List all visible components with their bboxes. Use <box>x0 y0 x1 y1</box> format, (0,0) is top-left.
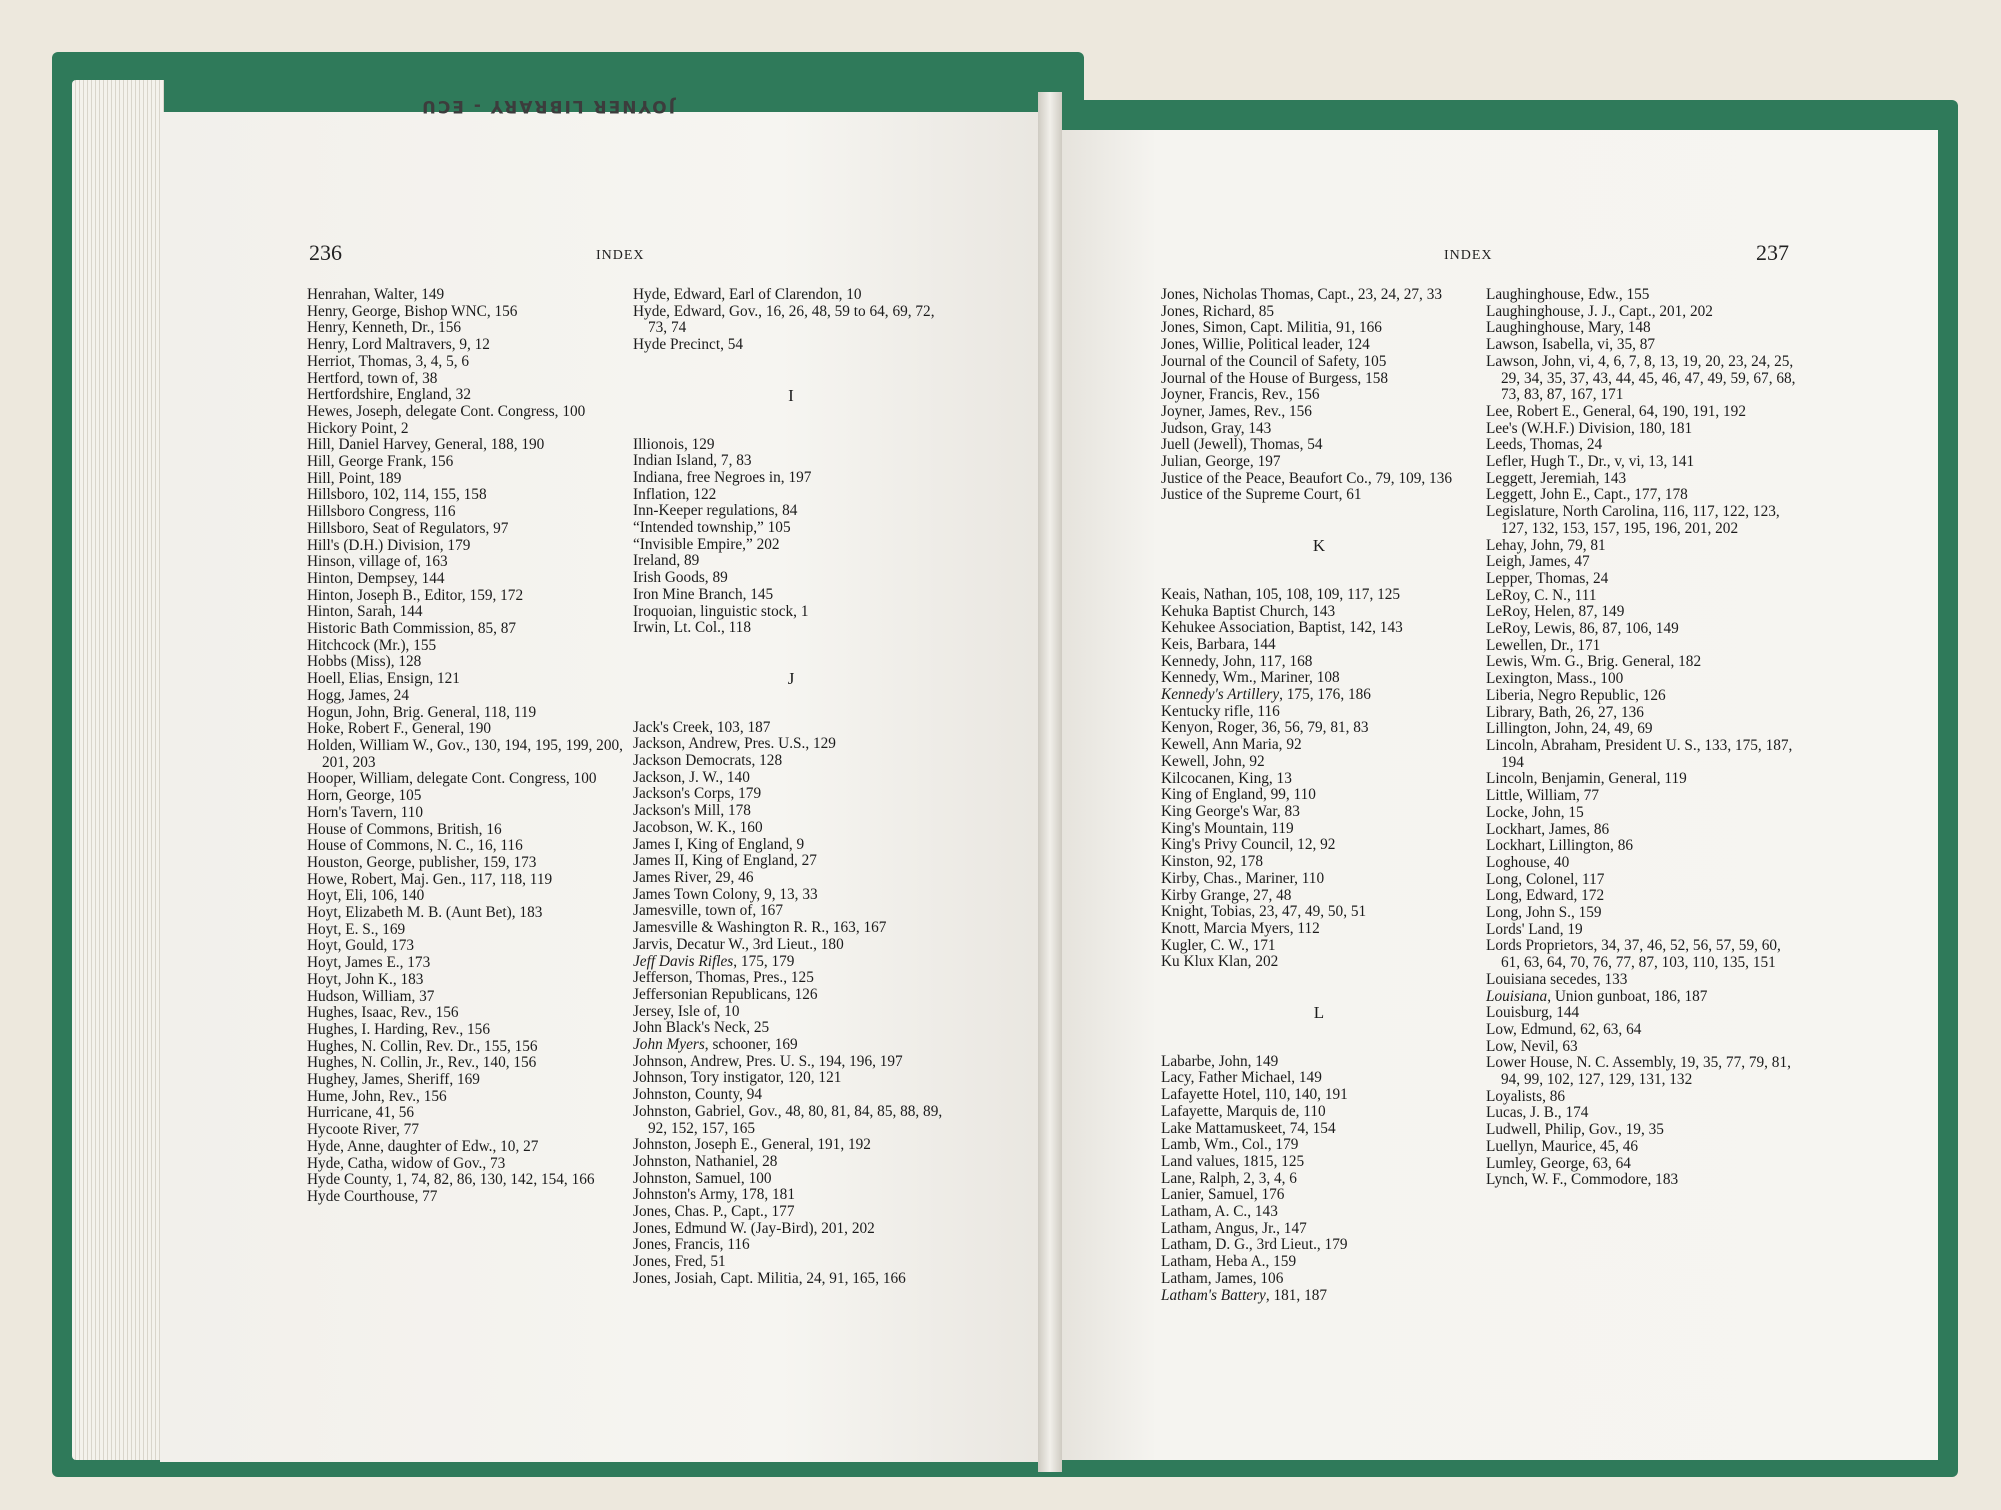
index-column-236-a <box>307 287 623 1206</box>
index-entry: Hughes, N. Collin, Jr., Rev., 140, 156 <box>307 1054 537 1072</box>
index-entry: Lefler, Hugh T., Dr., v, vi, 13, 141 <box>1486 453 1695 471</box>
index-entry: Jones, Simon, Capt. Militia, 91, 166 <box>1161 319 1382 337</box>
section-letter: K <box>1312 536 1326 556</box>
index-entry: Hill's (D.H.) Division, 179 <box>307 536 471 554</box>
index-entry: Leigh, James, 47 <box>1486 553 1590 571</box>
index-entry: Kugler, C. W., 171 <box>1161 936 1276 954</box>
index-entry: Jones, Edmund W. (Jay-Bird), 201, 202 <box>633 1219 875 1237</box>
index-entry: Jamesville, town of, 167 <box>633 902 783 920</box>
index-entry: Jackson, J. W., 140 <box>633 768 750 786</box>
index-entry: Hoyt, John K., 183 <box>307 970 424 988</box>
index-entry: Hill, Daniel Harvey, General, 188, 190 <box>307 436 545 454</box>
index-entry: Johnston, Samuel, 100 <box>633 1169 772 1187</box>
index-entry: Knott, Marcia Myers, 112 <box>1161 919 1320 937</box>
index-entry: Kilcocanen, King, 13 <box>1161 769 1292 787</box>
index-entry: Land values, 1815, 125 <box>1161 1152 1305 1170</box>
index-entry: Holden, William W., Gov., 130, 194, 195, 199, 200, 201, 203 <box>307 736 623 771</box>
index-entry: Lafayette, Marquis de, 110 <box>1161 1102 1326 1120</box>
page-edges <box>72 80 164 1460</box>
index-entry: Lynch, W. F., Commodore, 183 <box>1486 1171 1679 1189</box>
index-entry: Hogun, John, Brig. General, 118, 119 <box>307 703 537 721</box>
index-entry: Horn's Tavern, 110 <box>307 803 423 821</box>
index-entry: Jackson's Corps, 179 <box>633 785 762 803</box>
index-entry: Low, Nevil, 63 <box>1486 1037 1578 1055</box>
index-entry: Jackson's Mill, 178 <box>633 802 751 820</box>
page-number-left: 236 <box>309 240 342 265</box>
index-entry: Hoyt, James E., 173 <box>307 954 431 972</box>
index-entry: Hyde County, 1, 74, 82, 86, 130, 142, 154, 166 <box>307 1171 595 1189</box>
index-entry: Kewell, John, 92 <box>1161 752 1265 770</box>
index-entry: Hyde, Edward, Earl of Clarendon, 10 <box>633 286 862 303</box>
index-entry: Hyde, Edward, Gov., 16, 26, 48, 59 to 64, 69, 72, 73, 74 <box>633 302 935 337</box>
entry-italic-title: John Myers <box>633 1036 705 1054</box>
index-entry: Hinson, village of, 163 <box>307 553 448 571</box>
index-entry: Lillington, John, 24, 49, 69 <box>1486 720 1653 738</box>
index-entry: Jones, Willie, Political leader, 124 <box>1161 336 1370 354</box>
index-entry: Legislature, North Carolina, 116, 117, 122, 123, 127, 132, 153, 157, 195, 196, 201, 202 <box>1486 503 1780 537</box>
index-column-237-b <box>1486 287 1802 1189</box>
book-gutter <box>1038 92 1062 1472</box>
index-entry: House of Commons, N. C., 16, 116 <box>307 837 523 855</box>
index-entry: Lockhart, James, 86 <box>1486 820 1610 838</box>
index-entry: Jamesville & Washington R. R., 163, 167 <box>633 919 887 937</box>
index-entry: Library, Bath, 26, 27, 136 <box>1486 703 1644 721</box>
index-entry: Latham's Battery, 181, 187 <box>1161 1286 1328 1304</box>
index-entry: Hoke, Robert F., General, 190 <box>307 720 491 738</box>
index-entry: Hinton, Joseph B., Editor, 159, 172 <box>307 586 524 604</box>
index-entry: Justice of the Supreme Court, 61 <box>1161 486 1362 504</box>
index-entry: Lords Proprietors, 34, 37, 46, 52, 56, 57, 59, 60, 61, 63, 64, 70, 76, 77, 87, 103, 110, 135, 151 <box>1486 937 1781 972</box>
index-entry: Hoyt, E. S., 169 <box>307 920 406 938</box>
index-entry: Lawson, Isabella, vi, 35, 87 <box>1486 336 1656 354</box>
index-entry: Lafayette Hotel, 110, 140, 191 <box>1161 1086 1348 1104</box>
index-entry: Hitchcock (Mr.), 155 <box>307 636 437 654</box>
index-entry: King George's War, 83 <box>1161 802 1300 820</box>
index-entry: Lehay, John, 79, 81 <box>1486 536 1606 554</box>
index-entry: Jefferson, Thomas, Pres., 125 <box>633 969 814 987</box>
index-entry: Little, William, 77 <box>1486 787 1599 805</box>
index-entry: Hughey, James, Sheriff, 169 <box>307 1071 480 1089</box>
index-entry: Ku Klux Klan, 202 <box>1161 953 1279 971</box>
index-entry: Jones, Nicholas Thomas, Capt., 23, 24, 27, 33 <box>1161 286 1442 303</box>
index-entry: Lords' Land, 19 <box>1486 920 1583 938</box>
index-entry: Jackson Democrats, 128 <box>633 752 783 770</box>
index-entry: Illionois, 129 <box>633 435 715 453</box>
index-entry: Hinton, Dempsey, 144 <box>307 569 445 587</box>
index-entry: Latham, D. G., 3rd Lieut., 179 <box>1161 1236 1348 1254</box>
index-entry: Kenyon, Roger, 36, 56, 79, 81, 83 <box>1161 719 1369 737</box>
index-entry: Hoyt, Eli, 106, 140 <box>307 887 425 905</box>
index-entry: Long, Edward, 172 <box>1486 887 1605 905</box>
index-entry: Hickory Point, 2 <box>307 419 409 437</box>
index-entry: Jones, Josiah, Capt. Militia, 24, 91, 165, 166 <box>633 1269 906 1287</box>
index-entry: Johnston's Army, 178, 181 <box>633 1186 795 1204</box>
section-letter: J <box>787 668 795 688</box>
index-entry: Jarvis, Decatur W., 3rd Lieut., 180 <box>633 935 844 953</box>
index-entry: Louisiana secedes, 133 <box>1486 970 1628 988</box>
index-entry: Hume, John, Rev., 156 <box>307 1087 447 1105</box>
index-entry: Johnson, Tory instigator, 120, 121 <box>633 1069 842 1087</box>
index-entry: Jack's Creek, 103, 187 <box>633 718 771 736</box>
index-entry: Howe, Robert, Maj. Gen., 117, 118, 119 <box>307 870 553 888</box>
index-entry: Ludwell, Philip, Gov., 19, 35 <box>1486 1121 1664 1139</box>
index-entry: “Intended township,” 105 <box>633 519 791 537</box>
index-entry: Hughes, Isaac, Rev., 156 <box>307 1004 459 1022</box>
index-entry: Johnston, County, 94 <box>633 1086 763 1104</box>
index-entry: Kehukee Association, Baptist, 142, 143 <box>1161 619 1403 637</box>
index-entry: King's Privy Council, 12, 92 <box>1161 836 1336 854</box>
index-entry: Louisburg, 144 <box>1486 1004 1580 1022</box>
page-number-right: 237 <box>1756 240 1789 265</box>
index-entry: Irwin, Lt. Col., 118 <box>633 619 751 637</box>
index-entry: Kennedy, John, 117, 168 <box>1161 652 1313 670</box>
index-entry: Leggett, John E., Capt., 177, 178 <box>1486 486 1688 504</box>
index-entry: Kirby, Chas., Mariner, 110 <box>1161 869 1325 887</box>
index-entry: Lee, Robert E., General, 64, 190, 191, 192 <box>1486 402 1746 420</box>
index-entry: Judson, Gray, 143 <box>1161 419 1272 437</box>
index-entry: Latham, Heba A., 159 <box>1161 1253 1297 1271</box>
index-entry: Hyde Courthouse, 77 <box>307 1187 438 1205</box>
index-entry: Justice of the Peace, Beaufort Co., 79, 109, 136 <box>1161 469 1452 487</box>
index-entry: Hoyt, Gould, 173 <box>307 937 415 955</box>
index-entry: Jones, Fred, 51 <box>633 1253 726 1271</box>
index-entry: Kewell, Ann Maria, 92 <box>1161 736 1302 754</box>
index-entry: Herriot, Thomas, 3, 4, 5, 6 <box>307 352 470 370</box>
index-entry: Lee's (W.H.F.) Division, 180, 181 <box>1486 419 1693 437</box>
index-entry: Hooper, William, delegate Cont. Congress, 100 <box>307 770 597 788</box>
index-entry: Hycoote River, 77 <box>307 1121 419 1139</box>
index-entry: Hughes, N. Collin, Rev. Dr., 155, 156 <box>307 1037 538 1055</box>
index-entry: John Myers, schooner, 169 <box>633 1036 798 1054</box>
index-entry: Long, John S., 159 <box>1486 904 1602 922</box>
index-entry: James I, King of England, 9 <box>633 835 805 853</box>
index-entry: John Black's Neck, 25 <box>633 1019 770 1037</box>
index-entry: Historic Bath Commission, 85, 87 <box>307 620 517 638</box>
entry-italic-title: Kennedy's Artillery <box>1161 686 1280 704</box>
index-entry: Henry, Lord Maltravers, 9, 12 <box>307 336 490 354</box>
index-entry: Journal of the Council of Safety, 105 <box>1161 352 1387 370</box>
index-entry: Juell (Jewell), Thomas, 54 <box>1161 436 1323 454</box>
index-entry: House of Commons, British, 16 <box>307 820 502 838</box>
index-entry: James II, King of England, 27 <box>633 852 817 870</box>
index-entry: Kentucky rifle, 116 <box>1161 702 1280 720</box>
index-entry: Johnston, Joseph E., General, 191, 192 <box>633 1136 871 1154</box>
index-entry: Jones, Chas. P., Capt., 177 <box>633 1203 795 1221</box>
index-entry: Kinston, 92, 178 <box>1161 853 1263 871</box>
index-entry: Horn, George, 105 <box>307 787 422 805</box>
index-entry: Journal of the House of Burgess, 158 <box>1161 369 1389 387</box>
section-letter: I <box>788 385 794 405</box>
index-entry: Lower House, N. C. Assembly, 19, 35, 77, 79, 81, 94, 99, 102, 127, 129, 131, 132 <box>1486 1054 1791 1089</box>
index-entry: Ireland, 89 <box>633 552 700 570</box>
index-entry: Lacy, Father Michael, 149 <box>1161 1069 1322 1087</box>
index-entry: Hughes, I. Harding, Rev., 156 <box>307 1020 490 1038</box>
index-entry: Kennedy's Artillery, 175, 176, 186 <box>1161 686 1371 704</box>
index-entry: Keis, Barbara, 144 <box>1161 635 1276 653</box>
index-entry: Iron Mine Branch, 145 <box>633 585 774 603</box>
index-entry: Loyalists, 86 <box>1486 1087 1566 1105</box>
index-entry: Lawson, John, vi, 4, 6, 7, 8, 13, 19, 20, 23, 24, 25, 29, 34, 35, 37, 43, 44, 45, 46, 47, 49, 59, 67, 68, 73, 83, 87, 167, 171 <box>1486 352 1796 404</box>
index-entry: Laughinghouse, Mary, 148 <box>1486 319 1651 337</box>
index-entry: Julian, George, 197 <box>1161 453 1281 471</box>
index-entry: LeRoy, Lewis, 86, 87, 106, 149 <box>1486 620 1679 638</box>
index-entry: Hobbs (Miss), 128 <box>307 653 422 671</box>
index-entry: Lucas, J. B., 174 <box>1486 1104 1589 1122</box>
index-entry: Hinton, Sarah, 144 <box>307 603 423 621</box>
index-column-237-a <box>1161 287 1477 1304</box>
index-entry: Keais, Nathan, 105, 108, 109, 117, 125 <box>1161 585 1401 603</box>
index-entry: Jones, Francis, 116 <box>633 1236 750 1254</box>
index-entry: Joyner, Francis, Rev., 156 <box>1161 386 1320 404</box>
index-entry: LeRoy, Helen, 87, 149 <box>1486 603 1625 621</box>
index-entry: Kennedy, Wm., Mariner, 108 <box>1161 669 1340 687</box>
running-head-right: INDEX <box>1444 248 1493 263</box>
index-entry: Hyde, Catha, widow of Gov., 73 <box>307 1154 506 1172</box>
index-entry: Latham, Angus, Jr., 147 <box>1161 1219 1307 1237</box>
index-entry: Hertfordshire, England, 32 <box>307 386 471 404</box>
index-entry: James Town Colony, 9, 13, 33 <box>633 885 818 903</box>
index-entry: Hertford, town of, 38 <box>307 369 438 387</box>
index-entry: Lepper, Thomas, 24 <box>1486 569 1609 587</box>
index-entry: Hurricane, 41, 56 <box>307 1104 415 1122</box>
index-entry: Louisiana, Union gunboat, 186, 187 <box>1486 987 1708 1005</box>
library-stamp: JOYNER LIBRARY - ECU <box>420 96 675 116</box>
index-entry: Laughinghouse, Edw., 155 <box>1486 286 1650 303</box>
index-entry: Hyde Precinct, 54 <box>633 336 744 354</box>
index-entry: Hillsboro, 102, 114, 155, 158 <box>307 486 487 504</box>
index-entry: Jacobson, W. K., 160 <box>633 818 763 836</box>
index-entry: Jones, Richard, 85 <box>1161 302 1275 320</box>
index-entry: Hillsboro Congress, 116 <box>307 503 456 521</box>
index-entry: Lexington, Mass., 100 <box>1486 670 1624 688</box>
index-entry: Locke, John, 15 <box>1486 803 1584 821</box>
index-entry: Henry, George, Bishop WNC, 156 <box>307 302 518 320</box>
index-entry: Jeffersonian Republicans, 126 <box>633 985 818 1003</box>
index-entry: Hudson, William, 37 <box>307 987 435 1005</box>
index-entry: Hyde, Anne, daughter of Edw., 10, 27 <box>307 1137 539 1155</box>
index-entry: Lake Mattamuskeet, 74, 154 <box>1161 1119 1336 1137</box>
index-entry: Kehuka Baptist Church, 143 <box>1161 602 1336 620</box>
index-entry: Low, Edmund, 62, 63, 64 <box>1486 1020 1642 1038</box>
index-entry: Inn-Keeper regulations, 84 <box>633 502 798 520</box>
index-entry: Hoyt, Elizabeth M. B. (Aunt Bet), 183 <box>307 904 543 922</box>
index-entry: Latham, A. C., 143 <box>1161 1203 1278 1221</box>
index-entry: Long, Colonel, 117 <box>1486 870 1605 888</box>
index-entry: Jackson, Andrew, Pres. U.S., 129 <box>633 735 836 753</box>
index-entry: Latham, James, 106 <box>1161 1269 1284 1287</box>
index-entry: Kirby Grange, 27, 48 <box>1161 886 1292 904</box>
index-entry: Labarbe, John, 149 <box>1161 1052 1279 1070</box>
index-entry: LeRoy, C. N., 111 <box>1486 586 1597 604</box>
index-entry: Leeds, Thomas, 24 <box>1486 436 1603 454</box>
index-entry: Henry, Kenneth, Dr., 156 <box>307 319 462 337</box>
index-entry: Iroquoian, linguistic stock, 1 <box>633 602 809 620</box>
index-entry: Inflation, 122 <box>633 485 717 503</box>
index-entry: Indiana, free Negroes in, 197 <box>633 468 812 486</box>
index-entry: Lincoln, Abraham, President U. S., 133, 175, 187, 194 <box>1486 736 1793 771</box>
entry-italic-title: Jeff Davis Rifles <box>633 952 734 970</box>
index-entry: Lane, Ralph, 2, 3, 4, 6 <box>1161 1169 1297 1187</box>
index-entry: Hillsboro, Seat of Regulators, 97 <box>307 519 509 537</box>
index-entry: Johnston, Nathaniel, 28 <box>633 1152 778 1170</box>
index-entry: King's Mountain, 119 <box>1161 819 1294 837</box>
index-entry: Indian Island, 7, 83 <box>633 452 752 470</box>
index-entry: Henrahan, Walter, 149 <box>307 286 445 303</box>
index-entry: Knight, Tobias, 23, 47, 49, 50, 51 <box>1161 903 1367 921</box>
index-entry: Lincoln, Benjamin, General, 119 <box>1486 770 1687 788</box>
running-head-left: INDEX <box>596 248 645 263</box>
index-entry: Lamb, Wm., Col., 179 <box>1161 1136 1299 1154</box>
index-entry: Jeff Davis Rifles, 175, 179 <box>633 952 795 970</box>
entry-italic-title: Latham's Battery <box>1161 1286 1266 1304</box>
index-entry: Hoell, Elias, Ensign, 121 <box>307 670 460 688</box>
index-entry: Jersey, Isle of, 10 <box>633 1002 740 1020</box>
index-entry: Hill, George Frank, 156 <box>307 453 454 471</box>
index-entry: Loghouse, 40 <box>1486 853 1570 871</box>
entry-italic-title: Louisiana <box>1486 987 1548 1005</box>
index-entry: James River, 29, 46 <box>633 868 754 886</box>
index-entry: Luellyn, Maurice, 45, 46 <box>1486 1137 1639 1155</box>
index-entry: Lewis, Wm. G., Brig. General, 182 <box>1486 653 1702 671</box>
index-entry: Johnston, Gabriel, Gov., 48, 80, 81, 84, 85, 88, 89, 92, 152, 157, 165 <box>633 1102 943 1137</box>
index-entry: Lockhart, Lillington, 86 <box>1486 837 1633 855</box>
index-entry: Johnson, Andrew, Pres. U. S., 194, 196, 197 <box>633 1052 903 1070</box>
index-entry: King of England, 99, 110 <box>1161 786 1316 804</box>
section-letter: L <box>1313 1003 1325 1023</box>
index-column-236-b <box>633 287 949 1288</box>
index-entry: Hogg, James, 24 <box>307 686 409 704</box>
index-entry: Lumley, George, 63, 64 <box>1486 1154 1631 1172</box>
index-entry: Liberia, Negro Republic, 126 <box>1486 686 1666 704</box>
index-entry: “Invisible Empire,” 202 <box>633 535 780 553</box>
index-entry: Hill, Point, 189 <box>307 469 402 487</box>
index-entry: Joyner, James, Rev., 156 <box>1161 402 1312 420</box>
index-entry: Lanier, Samuel, 176 <box>1161 1186 1285 1204</box>
index-entry: Laughinghouse, J. J., Capt., 201, 202 <box>1486 302 1713 320</box>
index-entry: Lewellen, Dr., 171 <box>1486 636 1601 654</box>
index-entry: Irish Goods, 89 <box>633 569 728 587</box>
index-entry: Leggett, Jeremiah, 143 <box>1486 469 1627 487</box>
index-entry: Houston, George, publisher, 159, 173 <box>307 853 537 871</box>
index-entry: Hewes, Joseph, delegate Cont. Congress, 100 <box>307 402 586 420</box>
